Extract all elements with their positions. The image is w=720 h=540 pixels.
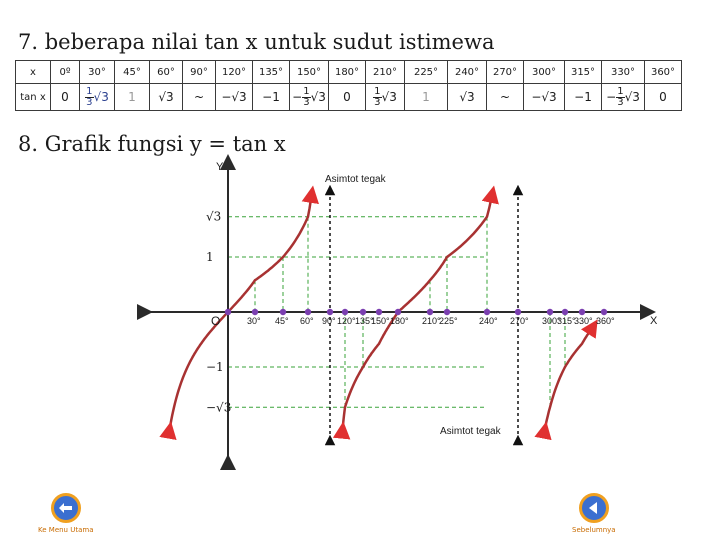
page-title: 7. beberapa nilai tan x untuk sudut istimewa — [18, 30, 495, 54]
angle-cell: 180° — [329, 61, 366, 84]
x-tick-point — [579, 309, 585, 315]
previous-button-label: Sebelumnya — [572, 526, 616, 534]
fraction-denominator: 3 — [617, 96, 624, 108]
x-tick-label: 270° — [510, 316, 529, 326]
x-tick-point — [360, 309, 366, 315]
angle-cell: 135° — [253, 61, 290, 84]
tan-value: −√3 — [531, 90, 557, 104]
y-axis-label: Y — [216, 161, 224, 173]
angle-cell: 360° — [645, 61, 682, 84]
x-tick-point — [484, 309, 490, 315]
sqrt-value: √3 — [310, 89, 326, 104]
asymptote-label: Asimtot tegak — [440, 426, 501, 437]
y-tick-label: −1 — [206, 360, 224, 374]
angle-cell: 150° — [290, 61, 329, 84]
y-tick-label: √3 — [206, 209, 222, 224]
x-tick-point — [562, 309, 568, 315]
x-tick-point — [601, 309, 607, 315]
fraction-numerator: 1 — [617, 85, 624, 97]
tan-value: 0 — [61, 90, 69, 104]
x-tick-label: 135° — [355, 316, 374, 326]
row-tan-label: tan x — [16, 84, 51, 111]
x-tick-label: 60° — [300, 316, 314, 326]
row-x-label: x — [16, 61, 51, 84]
x-axis-label: X — [650, 315, 658, 327]
angle-cell: 60° — [150, 61, 183, 84]
angle-cell: 210° — [366, 61, 405, 84]
x-tick-point — [342, 309, 348, 315]
x-tick-point — [327, 309, 333, 315]
tan-value: √3 — [158, 90, 174, 104]
fraction-numerator: 1 — [374, 85, 381, 97]
tan-curve-branch — [545, 327, 593, 430]
tan-value: 0 — [659, 90, 667, 104]
tan-value: ~ — [499, 90, 511, 104]
minus-sign: − — [292, 89, 303, 104]
sqrt-value: √3 — [381, 89, 397, 104]
x-tick-label: 90° — [322, 316, 336, 326]
x-tick-label: 45° — [275, 316, 289, 326]
tan-value: 1 — [422, 90, 430, 104]
x-tick-label: 210° — [422, 316, 441, 326]
x-tick-label: 315° — [557, 316, 576, 326]
fraction-numerator: 1 — [86, 85, 93, 97]
asymptote-label: Asimtot tegak — [325, 174, 386, 185]
x-tick-point — [547, 309, 553, 315]
angle-cell: 0º — [51, 61, 80, 84]
home-button[interactable] — [38, 493, 93, 534]
fraction-denominator: 3 — [374, 96, 381, 108]
angle-cell: 120° — [216, 61, 253, 84]
fraction-denominator: 3 — [86, 96, 93, 108]
x-tick-label: 150° — [371, 316, 390, 326]
fraction-numerator: 1 — [303, 85, 310, 97]
angle-cell: 315° — [565, 61, 602, 84]
sqrt-value: √3 — [93, 89, 109, 104]
origin-point — [225, 309, 231, 315]
x-tick-point — [252, 309, 258, 315]
tan-value: −√3 — [221, 90, 247, 104]
tan-value: 0 — [343, 90, 351, 104]
x-tick-label: 360° — [596, 316, 615, 326]
x-tick-label: 225° — [439, 316, 458, 326]
origin-label: O — [211, 314, 221, 328]
y-tick-label: 1 — [206, 250, 214, 264]
previous-button[interactable] — [572, 493, 616, 534]
back-arrow-icon — [51, 493, 81, 523]
fraction-denominator: 3 — [303, 96, 310, 108]
angle-cell: 90° — [183, 61, 216, 84]
angle-cell: 300° — [524, 61, 565, 84]
x-tick-label: 300° — [542, 316, 561, 326]
x-tick-point — [515, 309, 521, 315]
x-tick-label: 180° — [390, 316, 409, 326]
x-tick-label: 240° — [479, 316, 498, 326]
tan-value: 1 — [128, 90, 136, 104]
x-tick-point — [444, 309, 450, 315]
angle-cell: 330° — [602, 61, 645, 84]
tan-value: −1 — [262, 90, 280, 104]
angle-cell: 30° — [80, 61, 115, 84]
minus-sign: − — [606, 89, 617, 104]
x-tick-point — [376, 309, 382, 315]
x-tick-point — [427, 309, 433, 315]
angle-cell: 240° — [448, 61, 487, 84]
previous-arrow-icon — [579, 493, 609, 523]
graph-title: 8. Grafik fungsi y = tan x — [18, 132, 286, 156]
x-tick-point — [305, 309, 311, 315]
x-tick-label: 120° — [337, 316, 356, 326]
x-tick-label: 330° — [574, 316, 593, 326]
tan-value: −1 — [574, 90, 592, 104]
tan-value: √3 — [459, 90, 475, 104]
x-tick-point — [395, 309, 401, 315]
angle-cell: 225° — [405, 61, 448, 84]
sqrt-value: √3 — [624, 89, 640, 104]
angle-cell: 45° — [115, 61, 150, 84]
x-tick-point — [280, 309, 286, 315]
x-tick-label: 30° — [247, 316, 261, 326]
tan-value: ~ — [193, 90, 205, 104]
angle-cell: 270° — [487, 61, 524, 84]
home-button-label: Ke Menu Utama — [38, 526, 94, 534]
y-tick-label: −√3 — [206, 400, 232, 415]
